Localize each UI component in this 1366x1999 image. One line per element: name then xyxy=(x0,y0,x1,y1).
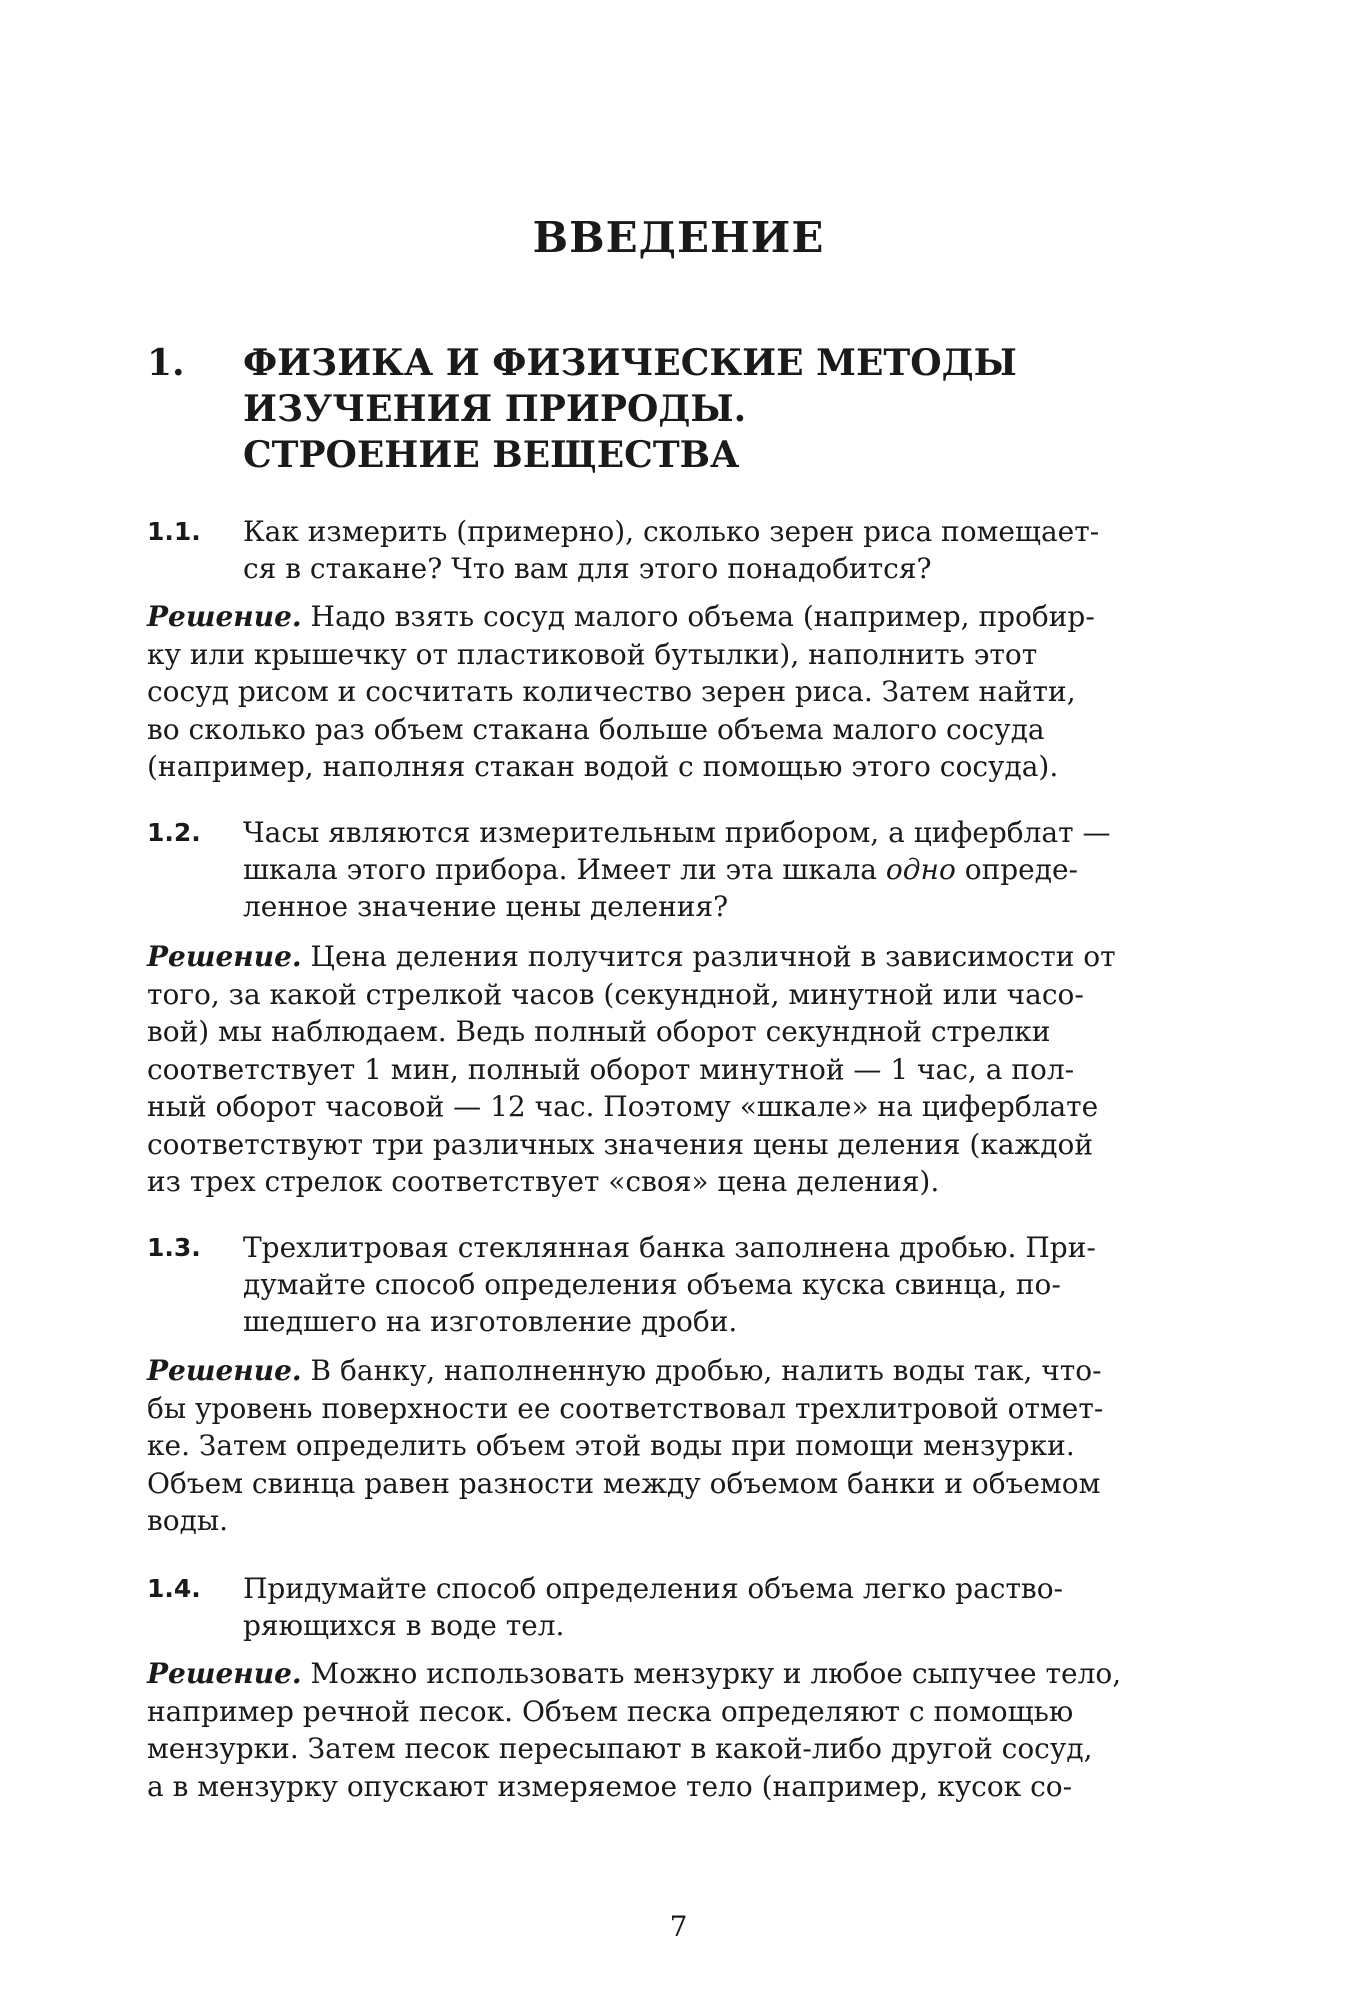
problem-number: 1.2. xyxy=(147,818,201,847)
solution-label: Решение. xyxy=(147,1657,302,1690)
solution-label: Решение. xyxy=(147,600,302,633)
problem-text xyxy=(243,814,1210,925)
solution-1-1 xyxy=(147,598,1210,786)
problem-number: 1.1. xyxy=(147,517,201,546)
problem-text: Как измерить (примерно), сколько зерен риса помещает- ся в стакане? Что вам для этого понадобится? xyxy=(243,515,1100,585)
section-number: 1. xyxy=(147,342,185,384)
chapter-title: ВВЕДЕНИЕ xyxy=(532,213,825,262)
solution-text: Надо взять сосуд малого объема (например, пробир- ку или крышечку от пластиковой бутылки), наполнить этот сосуд рисом и сосчитать количество зерен риса. Затем найти, во сколько раз объем стакана больше объема малого сосуда (например, наполняя стакан водой с помощью этого сосуда). xyxy=(147,600,1095,783)
solution-text: Можно использовать мензурку и любое сыпучее тело, например речной песок. Объем песка определяют с помощью мензурки. Затем песок пересыпают в какой-либо другой сосуд, а в мензурку опускают измеряемое тело (например, кусок со- xyxy=(147,1657,1122,1803)
solution-label: Решение. xyxy=(147,940,302,973)
problem-1-4 xyxy=(147,1570,1210,1644)
solution-text: В банку, наполненную дробью, налить воды так, что- бы уровень поверхности ее соответствовал трехлитровой отмет- ке. Затем определить объем этой воды при помощи мензурки. Объем свинца равен разности между объемом банки и объемом воды. xyxy=(147,1354,1104,1537)
book-page xyxy=(147,0,1210,1999)
problem-text-part: Часы являются измерительным прибором, а циферблат — шкала этого прибора. Имеет ли эта шкала xyxy=(243,816,1111,886)
solution-label: Решение. xyxy=(147,1354,302,1387)
problem-1-1 xyxy=(147,513,1210,587)
problem-number: 1.4. xyxy=(147,1574,201,1603)
page-number: 7 xyxy=(669,1910,688,1943)
solution-1-3 xyxy=(147,1352,1210,1540)
problem-text: Трехлитровая стеклянная банка заполнена дробью. При- думайте способ определения объема куска свинца, по- шедшего на изготовление дроби. xyxy=(243,1231,1096,1338)
problem-text-part: опреде- ленное значение цены деления? xyxy=(243,853,1078,923)
solution-text: Цена деления получится различной в зависимости от того, за какой стрелкой часов (секундной, минутной или часо- вой) мы наблюдаем. Ведь полный оборот секундной стрелки соответствует 1 мин, полный оборот минутной — 1 час, а пол- ный оборот часовой — 12 час. Поэтому «шкале» на циферблате соответствуют три различных значения цены деления (каждой из трех стрелок соответствует «своя» цена деления). xyxy=(147,940,1116,1198)
problem-1-2 xyxy=(147,814,1210,925)
solution-1-4 xyxy=(147,1655,1210,1805)
problem-1-3 xyxy=(147,1229,1210,1340)
section-title: ФИЗИКА И ФИЗИЧЕСКИЕ МЕТОДЫ ИЗУЧЕНИЯ ПРИРОДЫ. СТРОЕНИЕ ВЕЩЕСТВА xyxy=(243,342,1017,476)
problem-number: 1.3. xyxy=(147,1233,201,1262)
problem-text: Придумайте способ определения объема легко раство- ряющихся в воде тел. xyxy=(243,1572,1064,1642)
problem-text-emphasis: одно xyxy=(885,853,956,886)
solution-1-2 xyxy=(147,938,1210,1201)
